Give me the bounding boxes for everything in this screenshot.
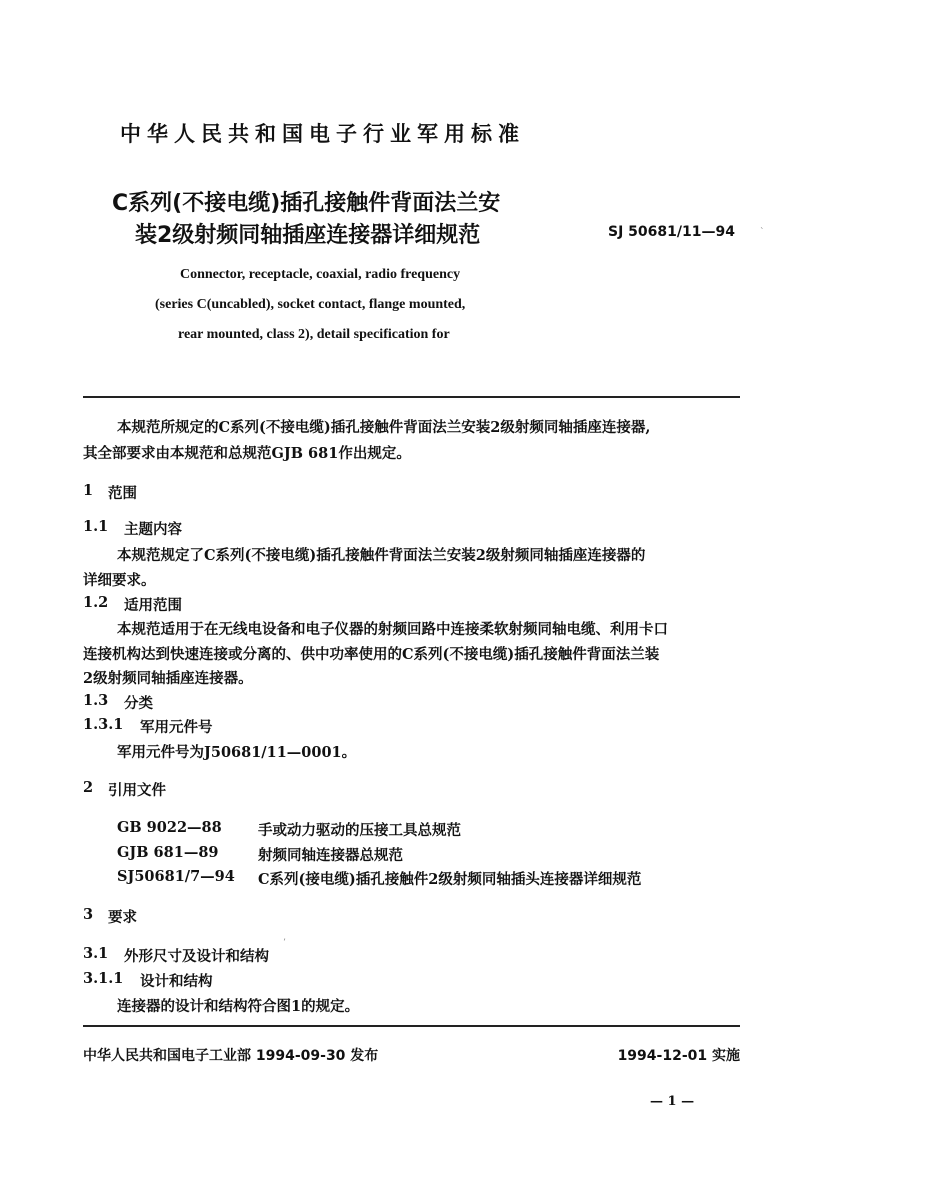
section-1-2-number: 1.2 bbox=[83, 594, 109, 611]
section-1-number: 1 bbox=[83, 482, 94, 499]
section-1-3-1-text: 军用元件号为J50681/11—0001。 bbox=[117, 744, 357, 761]
section-1-1-text-line1: 本规范规定了C系列(不接电缆)插孔接触件背面法兰安装2级射频同轴插座连接器的 bbox=[117, 547, 646, 564]
standard-number: SJ 50681/11—94 bbox=[608, 224, 735, 240]
section-1-2-text-line2: 连接机构达到快速连接或分离的、供中功率使用的C系列(不接电缆)插孔接触件背面法兰装 bbox=[83, 646, 660, 663]
title-zh-line2: 装2级射频同轴插座连接器详细规范 bbox=[135, 223, 481, 248]
scan-speck: ʼ bbox=[283, 938, 286, 947]
page-number: — 1 — bbox=[650, 1094, 695, 1109]
section-3-1-number: 3.1 bbox=[83, 945, 109, 962]
section-1-2-text-line1: 本规范适用于在无线电设备和电子仪器的射频回路中连接柔软射频同轴电缆、利用卡口 bbox=[117, 621, 668, 638]
title-zh-line1: C系列(不接电缆)插孔接触件背面法兰安 bbox=[112, 191, 501, 216]
section-1-1-number: 1.1 bbox=[83, 518, 109, 535]
section-1-2-text-line3: 2级射频同轴插座连接器。 bbox=[83, 670, 253, 687]
scan-mark: ˋ bbox=[760, 228, 765, 238]
section-3-1-title: 外形尺寸及设计和结构 bbox=[124, 948, 269, 965]
title-en-line1: Connector, receptacle, coaxial, radio frequency bbox=[180, 267, 461, 282]
section-1-1-title: 主题内容 bbox=[124, 521, 182, 538]
issuer-line: 中华人民共和国电子工业部 1994-09-30 发布 bbox=[83, 1048, 379, 1064]
reference-code: SJ50681/7—94 bbox=[117, 868, 235, 885]
standard-category-header: 中华人民共和国电子行业军用标准 bbox=[120, 122, 525, 146]
title-en-line2: (series C(uncabled), socket contact, flange mounted, bbox=[155, 297, 466, 312]
title-en-line3: rear mounted, class 2), detail specification for bbox=[178, 327, 450, 342]
intro-line1: 本规范所规定的C系列(不接电缆)插孔接触件背面法兰安装2级射频同轴插座连接器, bbox=[117, 419, 651, 436]
section-3-1-1-text: 连接器的设计和结构符合图1的规定。 bbox=[117, 998, 360, 1015]
section-2-title: 引用文件 bbox=[108, 782, 166, 799]
section-1-2-title: 适用范围 bbox=[124, 597, 182, 614]
reference-title: 手或动力驱动的压接工具总规范 bbox=[258, 822, 461, 839]
reference-code: GB 9022—88 bbox=[117, 819, 222, 836]
reference-title: 射频同轴连接器总规范 bbox=[258, 847, 403, 864]
reference-title: C系列(接电缆)插孔接触件2级射频同轴插头连接器详细规范 bbox=[258, 871, 642, 888]
section-3-1-1-title: 设计和结构 bbox=[140, 973, 213, 990]
top-divider bbox=[83, 396, 740, 398]
bottom-divider bbox=[83, 1025, 740, 1027]
intro-line2: 其全部要求由本规范和总规范GJB 681作出规定。 bbox=[83, 445, 411, 462]
section-3-1-1-number: 3.1.1 bbox=[83, 970, 124, 987]
section-1-3-1-number: 1.3.1 bbox=[83, 716, 124, 733]
section-1-3-title: 分类 bbox=[124, 695, 153, 712]
section-2-number: 2 bbox=[83, 779, 94, 796]
section-1-1-text-line2: 详细要求。 bbox=[83, 572, 156, 589]
section-3-number: 3 bbox=[83, 906, 94, 923]
section-3-title: 要求 bbox=[108, 909, 137, 926]
section-1-3-1-title: 军用元件号 bbox=[140, 719, 213, 736]
section-1-title: 范围 bbox=[108, 485, 137, 502]
effective-date: 1994-12-01 实施 bbox=[617, 1048, 740, 1064]
section-1-3-number: 1.3 bbox=[83, 692, 109, 709]
reference-code: GJB 681—89 bbox=[117, 844, 219, 861]
